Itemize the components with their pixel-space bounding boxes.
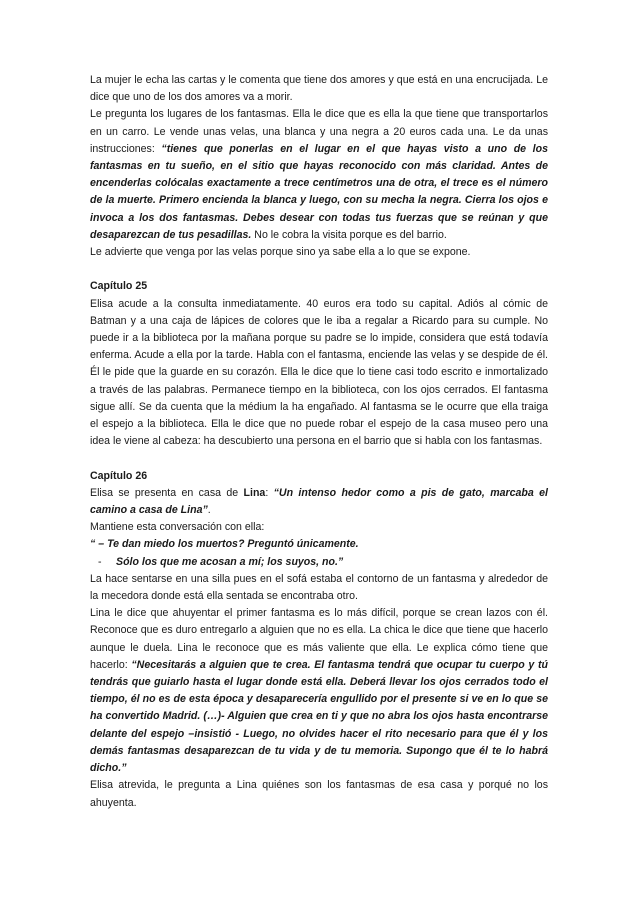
paragraph-question: Elisa atrevida, le pregunta a Lina quiénes son los fantasmas de esa casa y porqué no los ahuyenta. [90, 779, 548, 809]
intro-quote: “Un intenso hedor como a pis de gato, marcaba el camino a casa de Lina” [90, 486, 548, 517]
paragraph-cards: La mujer le echa las cartas y le comenta que tiene dos amores y que está en una encrucijada. Le dice que uno de los dos amores va a morir. [90, 74, 548, 104]
dialogue-line-1: “ – Te dan miedo los muertos? Preguntó únicamente. [90, 538, 359, 551]
intro-colon: : [265, 486, 274, 499]
dialogue-reply: Sólo los que me acosan a mí; los suyos, no.” [116, 555, 344, 568]
paragraph-instructions [90, 106, 548, 244]
spacer [90, 450, 548, 467]
conversation-lead: Mantiene esta conversación con ella: [90, 521, 265, 534]
instructions-quote: “tienes que ponerlas en el lugar en el que hayas visto a uno de los fantasmas en tu sueño, en el sitio que hayas reconocido con más claridad. Antes de encenderlas colócalas exactamente a trece centímetros una de otra, el trece es el número de la muerte. Primero encienda la blanca y luego, con su mecha la negra. Cierra los ojos e invoca a los dos fantasmas. Debes desear con todas tus fuerzas que se reúnan y que desaparezcan de tus pesadillas. [90, 142, 548, 241]
paragraph-warning: Le advierte que venga por las velas porque sino ya sabe ella a lo que se expone. [90, 246, 471, 259]
dialogue-line-2 [90, 554, 548, 571]
lina-name: Lina [243, 486, 266, 499]
ritual-quote: “Necesitarás a alguien que te crea. El fantasma tendrá que ocupar tu cuerpo y tú tendrás que guiarlo hasta el lugar donde está ella. Deberá llevar los ojos cerrados todo el tiempo, él no es de esta época y desaparecería engullido por el presente si ve en lo que se ha convertido Madrid. (…)- Alguien que crea en ti y que no abra los ojos hasta encontrarse delante del espejo –insistió - Luego, no olvides hacer el rito necesario para que él y los demás fantasmas desaparezcan de tu vida y de tu memoria. Supongo que él te lo habrá dicho.” [90, 658, 548, 775]
paragraph-seating: La hace sentarse en una silla pues en el sofá estaba el contorno de un fantasma y alrededor de la mecedora donde está ella sentada se encontraba otro. [90, 572, 548, 603]
spacer [90, 261, 548, 278]
intro-period: . [207, 504, 211, 517]
ritual-lead: Lina le dice que ahuyentar el primer fantasma es lo más difícil, porque se crean lazos con él. Reconoce que es duro entregarlo a alguien que no es ella. La chica le dice que tiene que hacerlo aunque le duela. Lina le reconoce que es más valiente que ella. Le explica cómo tiene que hacerlo: [90, 607, 548, 671]
instructions-tail: No le cobra la visita porque es del barrio. [251, 228, 447, 241]
instructions-lead: Le pregunta los lugares de los fantasmas. Ella le dice que es ella la que tiene que transportarlos en un carro. Le vende unas velas, una blanca y una negra a 20 euros cada una. Le da unas instrucciones: [90, 108, 548, 155]
chapter-26-heading: Capítulo 26 [90, 469, 148, 482]
document-page [90, 72, 548, 812]
intro-text: Elisa se presenta en casa de [90, 486, 244, 499]
paragraph-ritual [90, 605, 548, 777]
chapter-26-intro [90, 485, 548, 519]
chapter-25-heading: Capítulo 25 [90, 280, 148, 293]
dialogue-dash: - [98, 555, 102, 568]
chapter-25-body: Elisa acude a la consulta inmediatamente. 40 euros era todo su capital. Adiós al cómic de Batman y a una caja de lápices de colores que le iba a regalar a Ricardo para su cumple. No puede ir a la biblioteca por la mañana porque su padre se lo impide, considera que está todavía enferma. Acude a ella por la tarde. Habla con el fantasma, enciende las velas y se despide de él. Él le pide que la guarde en su corazón. Ella le dice que lo tiene casi todo escrito e inmortalizado a través de las palabras. Permanece tiempo en la biblioteca, con los ojos cerrados. El fantasma sigue allí. Se da cuenta que la médium la ha engañado. Al fantasma se le ocurre que ella traiga el espejo a la biblioteca. Ella le dice que no puede robar el espejo de la casa museo pero una idea le viene al cabeza: ha descubierto una persona en el barrio que si habla con los fantasmas. [90, 297, 548, 448]
